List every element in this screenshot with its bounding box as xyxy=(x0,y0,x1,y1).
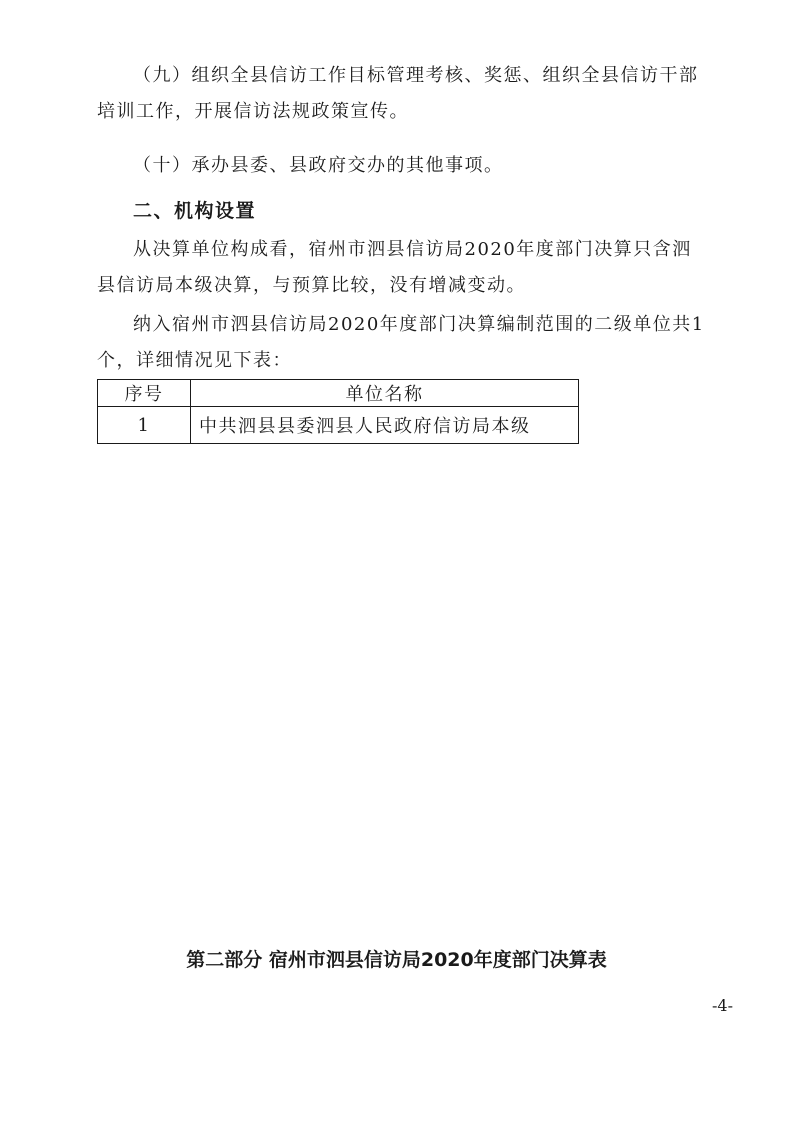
paragraph-item-9: （九）组织全县信访工作目标管理考核、奖惩、组织全县信访干部培训工作，开展信访法规政策宣传。 xyxy=(97,65,699,122)
units-table xyxy=(97,379,579,444)
header-index: 序号 xyxy=(98,380,191,407)
cell-index: 1 xyxy=(98,407,191,444)
paragraph-scope: 纳入宿州市泗县信访局2020年度部门决算编制范围的二级单位共1个，详细情况见下表： xyxy=(97,314,705,371)
paragraph-structure: 从决算单位构成看，宿州市泗县信访局2020年度部门决算只含泗县信访局本级决算，与预算比较，没有增减变动。 xyxy=(97,239,692,296)
header-unit-name: 单位名称 xyxy=(191,380,579,407)
part-title: 第二部分 宿州市泗县信访局2020年度部门决算表 xyxy=(186,949,607,971)
table-row xyxy=(98,407,579,444)
table-header-row xyxy=(98,380,579,407)
page-number: -4- xyxy=(712,996,733,1015)
paragraph-item-10: （十）承办县委、县政府交办的其他事项。 xyxy=(133,155,504,176)
cell-unit-name: 中共泗县县委泗县人民政府信访局本级 xyxy=(191,407,579,444)
section-heading: 二、机构设置 xyxy=(133,200,257,222)
